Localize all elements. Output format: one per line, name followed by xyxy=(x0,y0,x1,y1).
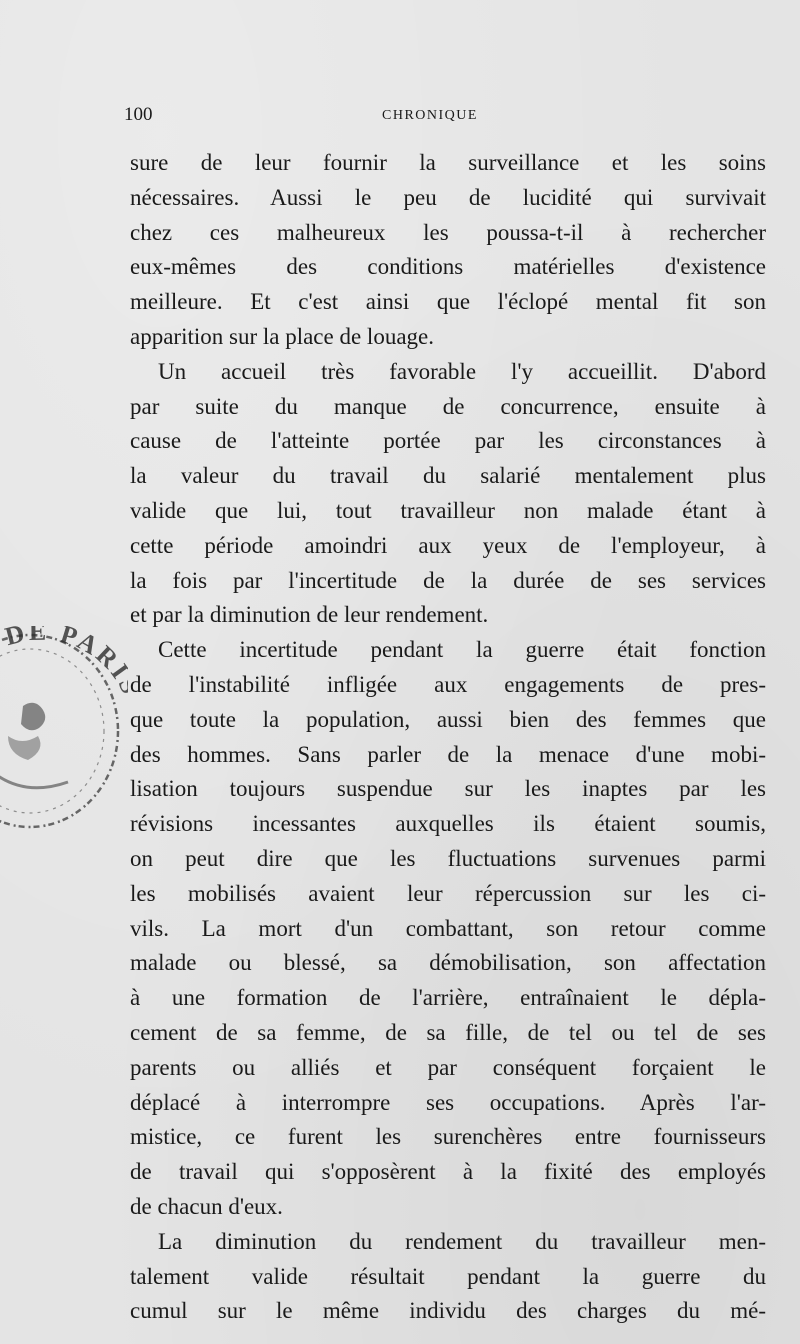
text-line: on peut dire que les fluctuations survenues parmi xyxy=(130,845,766,871)
text-line: cause de l'atteinte portée par les circonstances à xyxy=(130,428,766,454)
text-line: parents ou alliés et par conséquent forçaient le xyxy=(130,1054,766,1080)
text-line: sure de leur fournir la surveillance et les soins xyxy=(130,150,766,175)
paragraph xyxy=(130,355,766,633)
text-line: de l'instabilité infligée aux engagements de pres- xyxy=(130,671,766,697)
text-line: la valeur du travail du salarié mentalement plus xyxy=(130,463,766,489)
text-line: de chacun d'eux. xyxy=(130,1193,283,1219)
library-stamp-graphic xyxy=(0,626,128,836)
stamp-text: DE PAR xyxy=(2,626,127,677)
text-line: nécessaires. Aussi le peu de lucidité qui survivait xyxy=(130,184,766,210)
text-line: des hommes. Sans parler de la menace d'une mobi- xyxy=(130,741,766,767)
text-line: meilleure. Et c'est ainsi que l'éclopé mental fit son xyxy=(130,289,766,315)
text-line: cumul sur le même individu des charges du mé- xyxy=(130,1298,766,1324)
text-line: cette période amoindri aux yeux de l'employeur, à xyxy=(130,532,766,558)
text-line: la fois par l'incertitude de la durée de ses services xyxy=(130,567,766,593)
text-line: vils. La mort d'un combattant, son retour comme xyxy=(130,915,766,941)
text-line: par suite du manque de concurrence, ensuite à xyxy=(130,393,766,419)
text-line: les mobilisés avaient leur répercussion sur les ci- xyxy=(130,880,766,906)
text-line: et par la diminution de leur rendement. xyxy=(130,602,489,628)
paragraph xyxy=(130,633,766,1225)
text-line: de travail qui s'opposèrent à la fixité des employés xyxy=(130,1159,766,1185)
paragraph xyxy=(130,146,766,355)
running-title: CHRONIQUE xyxy=(382,108,478,123)
text-line: mistice, ce furent les surenchères entre fournisseurs xyxy=(130,1124,766,1150)
text-line: cement de sa femme, de sa fille, de tel ou tel de ses xyxy=(130,1019,766,1045)
text-line: talement valide résultait pendant la guerre du xyxy=(130,1263,766,1289)
text-line: que toute la population, aussi bien des femmes que xyxy=(130,706,766,732)
running-head xyxy=(124,104,764,134)
text-line: apparition sur la place de louage. xyxy=(130,323,434,349)
text-line: à une formation de l'arrière, entraînaient le dépla- xyxy=(130,985,766,1011)
paragraph xyxy=(130,1225,766,1329)
text-line: révisions incessantes auxquelles ils étaient soumis, xyxy=(130,811,766,837)
text-line: déplacé à interrompre ses occupations. Après l'ar- xyxy=(130,1089,766,1115)
text-line: La diminution du rendement du travailleur men- xyxy=(158,1228,766,1254)
text-line: eux-mêmes des conditions matérielles d'existence xyxy=(130,254,766,280)
text-line: Un accueil très favorable l'y accueillit. D'abord xyxy=(158,358,766,384)
page-number: 100 xyxy=(124,104,153,125)
text-line: valide que lui, tout travailleur non malade étant à xyxy=(130,497,766,523)
library-stamp xyxy=(0,626,128,836)
text-line: lisation toujours suspendue sur les inaptes par les xyxy=(130,776,766,802)
text-line: Cette incertitude pendant la guerre était fonction xyxy=(158,637,766,663)
text-line: malade ou blessé, sa démobilisation, son affectation xyxy=(130,950,766,976)
body-text xyxy=(130,146,766,1329)
text-line: chez ces malheureux les poussa-t-il à rechercher xyxy=(130,219,766,245)
